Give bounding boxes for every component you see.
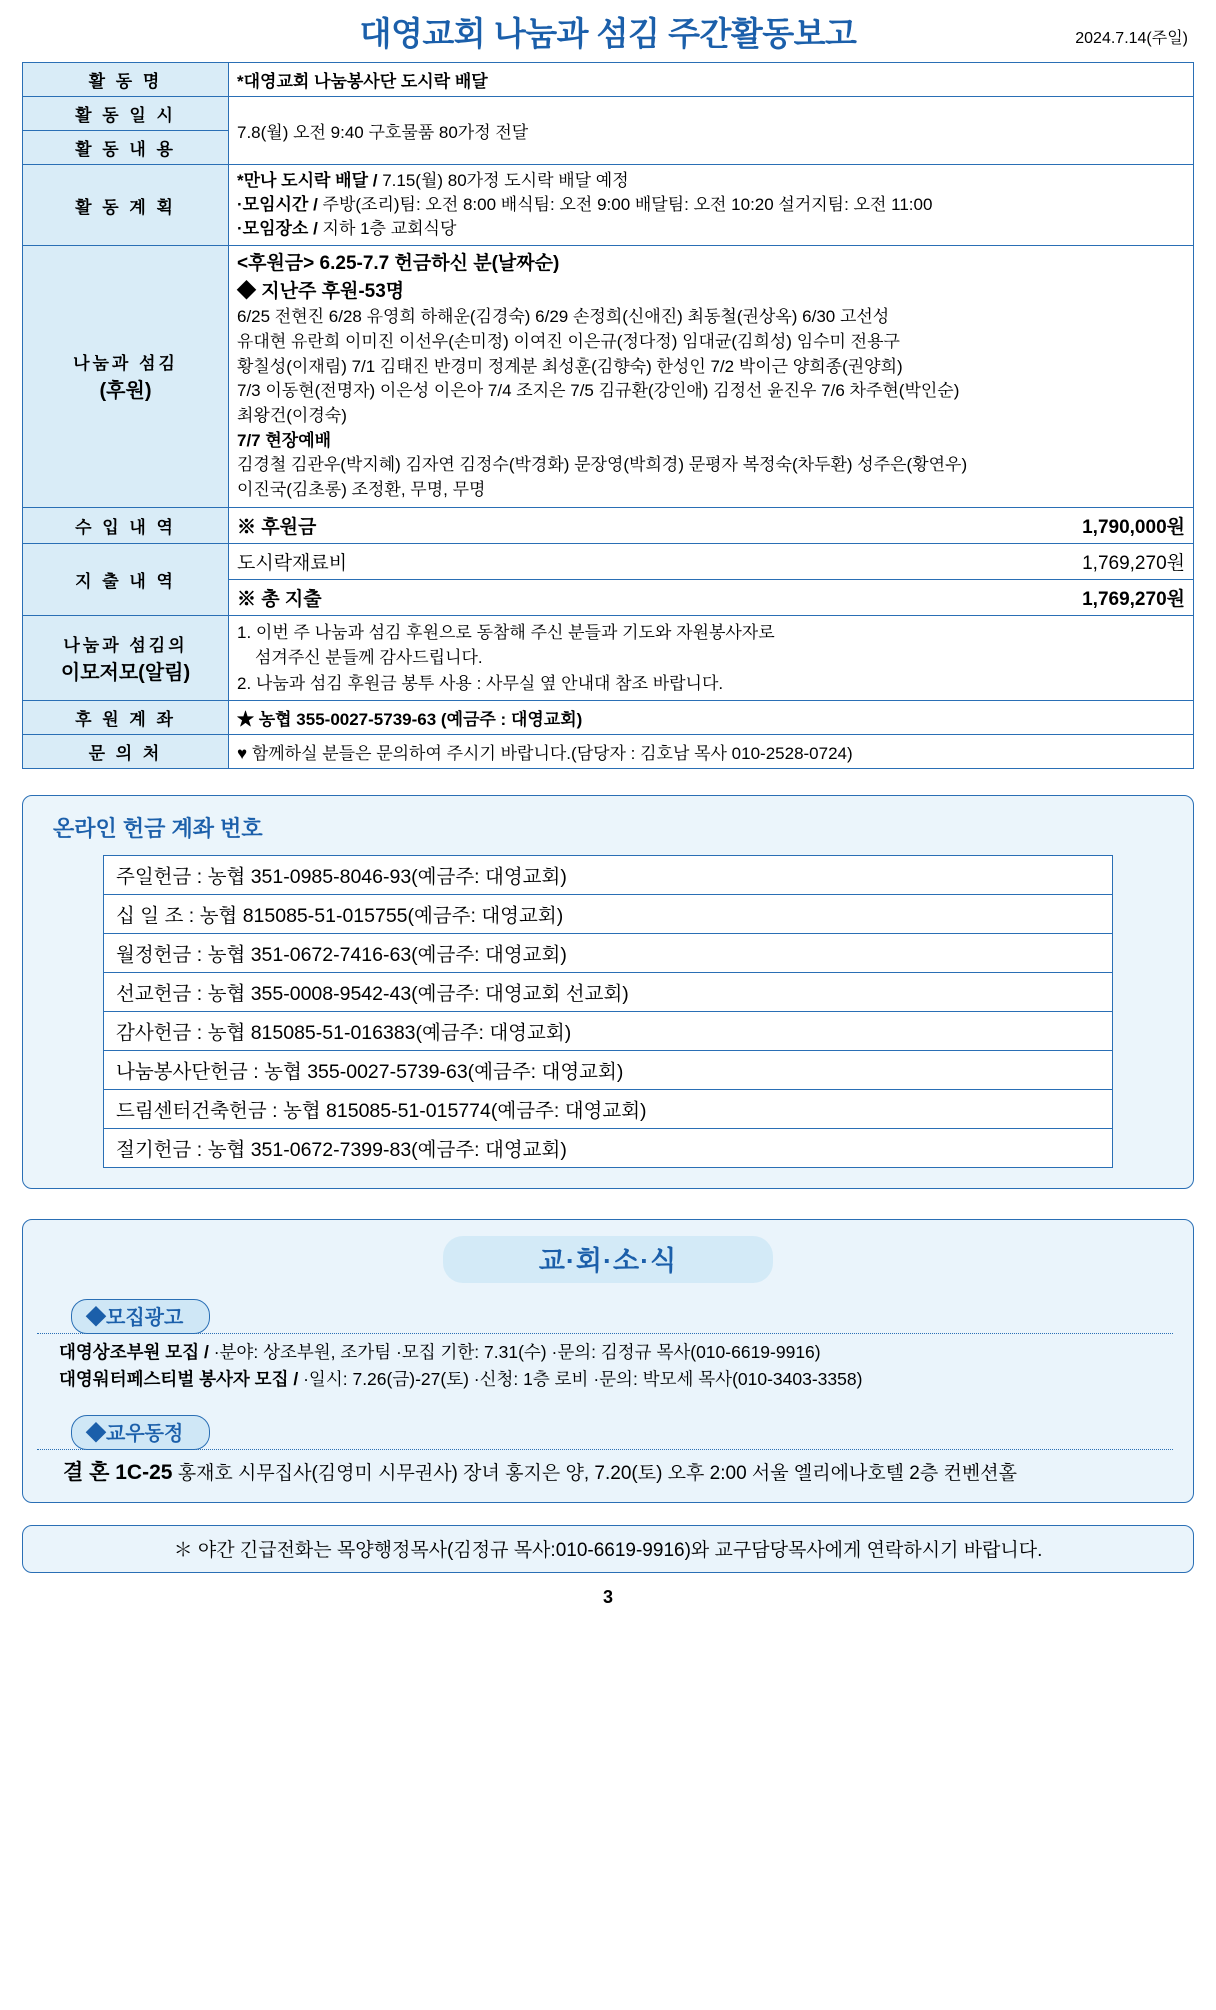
value-account: ★ 농협 355-0027-5739-63 (예금주 : 대영교회) — [229, 701, 1194, 735]
account-row-seasonal: 절기헌금 : 농협 351-0672-7399-83(예금주: 대영교회) — [104, 1129, 1113, 1168]
donor-line: 6/25 전현진 6/28 유영희 하해운(김경숙) 6/29 손정희(신애진) 최동철(권상옥) 6/30 고선성 — [237, 307, 890, 327]
page-header — [22, 0, 1194, 62]
page-title: 대영교회 나눔과 섬김 주간활동보고 — [359, 14, 857, 52]
donor-heading: <후원금> 6.25-7.7 헌금하신 분(날짜순) — [237, 253, 560, 275]
value-expense-total — [229, 579, 1194, 615]
table-row-activity-plan — [23, 165, 1194, 246]
marriage-announcement — [63, 1456, 1179, 1486]
value-income — [229, 507, 1194, 543]
table-row-memo — [23, 615, 1194, 701]
value-activity-plan — [229, 165, 1194, 246]
church-news-title: 교·회·소·식 — [443, 1236, 773, 1283]
table-row-activity-datetime — [23, 97, 1194, 131]
issue-date: 2024.7.14(주일) — [1075, 30, 1188, 47]
plan-line-1-bold: *만나 도시락 배달 / — [237, 171, 378, 190]
table-row — [104, 973, 1113, 1012]
emergency-contact-note: ＊ 야간 긴급전화는 목양행정목사(김정규 목사:010-6619-9916)와 교구담당목사에게 연락하시기 바랍니다. — [22, 1525, 1194, 1573]
label-memo — [23, 615, 229, 701]
value-memo — [229, 615, 1194, 701]
recruit-item — [59, 1367, 1179, 1392]
memo-line: 섬겨주신 분들께 감사드립니다. — [255, 648, 483, 668]
table-row — [104, 856, 1113, 895]
marriage-detail: 홍재호 시무집사(김영미 시무권사) 장녀 홍지은 양, 7.20(토) 오후 2:00 서울 엘리에나호텔 2층 컨벤션홀 — [177, 1462, 1017, 1484]
expense-total-amount: 1,769,270원 — [1082, 588, 1185, 610]
label-sharing-line1: 나눔과 섬김 — [73, 354, 178, 374]
donor-line: 김경철 김관우(박지혜) 김자연 김정수(박경화) 문장영(박희경) 문평자 복정숙(차두환) 성주은(황연우) — [237, 455, 968, 475]
church-news-section — [22, 1219, 1194, 1503]
income-label: ※ 후원금 — [237, 516, 317, 538]
plan-line-3-bold: ·모임장소 / — [237, 219, 318, 239]
table-row-contact — [23, 735, 1194, 769]
table-row-activity-name — [23, 63, 1194, 97]
donor-line: 이진국(김초롱) 조정환, 무명, 무명 — [237, 479, 486, 499]
table-row-expense — [23, 543, 1194, 579]
value-donor-list — [229, 246, 1194, 507]
table-row-sharing-donors — [23, 246, 1194, 507]
account-row-thanks: 감사헌금 : 농협 815085-51-016383(예금주: 대영교회) — [104, 1012, 1113, 1051]
value-activity-datetime: 7.8(월) 오전 9:40 구호물품 80가정 전달 — [229, 97, 1194, 165]
label-activity-datetime: 활 동 일 시 — [23, 97, 229, 131]
recruit-item-detail: ·일시: 7.26(금)-27(토) ·신청: 1층 로비 ·문의: 박모세 목사(010-3403-3358) — [303, 1369, 863, 1390]
label-account: 후 원 계 좌 — [23, 701, 229, 735]
account-row-monthly: 월정헌금 : 농협 351-0672-7416-63(예금주: 대영교회) — [104, 934, 1113, 973]
account-row-volunteer: 나눔봉사단헌금 : 농협 355-0027-5739-63(예금주: 대영교회) — [104, 1051, 1113, 1090]
label-memo-line1: 나눔과 섬김의 — [63, 635, 188, 655]
donor-line: 유대현 유란희 이미진 이선우(손미정) 이여진 이은규(정다정) 임대균(김희성) 임수미 전용구 — [237, 332, 900, 352]
label-sharing-line2: (후원) — [99, 380, 152, 403]
plan-line-1-rest: 7.15(월) 80가정 도시락 배달 예정 — [382, 171, 629, 190]
table-row — [104, 895, 1113, 934]
account-row-tithe: 십 일 조 : 농협 815085-51-015755(예금주: 대영교회) — [104, 895, 1113, 934]
plan-line-3-rest: 지하 1층 교회식당 — [322, 219, 457, 239]
donor-line: 황칠성(이재림) 7/1 김태진 반경미 정계분 최성훈(김향숙) 한성인 7/2 박이근 양희종(권양희) — [237, 356, 903, 376]
table-row — [104, 1129, 1113, 1168]
label-activity-plan: 활 동 계 획 — [23, 165, 229, 246]
label-activity-name: 활 동 명 — [23, 63, 229, 97]
label-expense: 지 출 내 역 — [23, 543, 229, 615]
account-row-dreamcenter: 드림센터건축헌금 : 농협 815085-51-015774(예금주: 대영교회) — [104, 1090, 1113, 1129]
donor-line: 7/3 이동현(전명자) 이은성 이은아 7/4 조지은 7/5 김규환(강인애) 김정선 윤진우 7/6 차주현(박인순) — [237, 381, 960, 401]
donor-line: 최왕건(이경숙) — [237, 406, 347, 426]
recruit-item — [59, 1340, 1179, 1365]
marriage-label: 결 혼 1C-25 — [63, 1460, 173, 1484]
recruit-item-title: 대영워터페스티벌 봉사자 모집 / — [59, 1369, 299, 1390]
plan-line-3 — [237, 217, 1185, 241]
plan-line-2-bold: ·모임시간 / — [237, 195, 318, 215]
plan-line-2 — [237, 193, 1185, 217]
table-row — [104, 934, 1113, 973]
table-row — [104, 1090, 1113, 1129]
expense-label: 도시락재료비 — [237, 552, 348, 574]
plan-line-1 — [237, 169, 1185, 193]
recruit-item-title: 대영상조부원 모집 / — [59, 1342, 209, 1363]
donor-line: 7/7 현장예배 — [237, 430, 332, 450]
donor-subheading: ◆ 지난주 후원-53명 — [237, 280, 405, 302]
memo-line: 2. 나눔과 섬김 후원금 봉투 사용 : 사무실 옆 안내대 참조 바랍니다. — [237, 673, 724, 693]
label-income: 수 입 내 역 — [23, 507, 229, 543]
weekly-activity-report-table — [22, 62, 1194, 769]
table-row-income — [23, 507, 1194, 543]
account-row-mission: 선교헌금 : 농협 355-0008-9542-43(예금주: 대영교회 선교회) — [104, 973, 1113, 1012]
online-offering-accounts-section — [22, 795, 1194, 1189]
expense-amount: 1,769,270원 — [1082, 552, 1185, 574]
plan-line-2-rest: 주방(조리)팀: 오전 8:00 배식팀: 오전 9:00 배달팀: 오전 10:20 설거지팀: 오전 11:00 — [322, 195, 933, 215]
page-number: 3 — [602, 1586, 613, 1607]
table-row-account — [23, 701, 1194, 735]
value-activity-name: *대영교회 나눔봉사단 도시락 배달 — [229, 63, 1194, 97]
label-sharing-donation — [23, 246, 229, 507]
value-expense — [229, 543, 1194, 579]
online-offering-title: 온라인 헌금 계좌 번호 — [53, 816, 263, 842]
label-memo-line2: 이모저모(알림) — [60, 661, 191, 684]
table-row — [104, 1012, 1113, 1051]
recruit-ads-tag: ◆모집광고 — [71, 1299, 210, 1334]
label-contact: 문 의 처 — [23, 735, 229, 769]
table-row — [104, 1051, 1113, 1090]
memo-line: 1. 이번 주 나눔과 섬김 후원으로 동참해 주신 분들과 기도와 자원봉사자로 — [237, 622, 775, 642]
member-news-tag: ◆교우동정 — [71, 1415, 210, 1450]
value-contact: ♥ 함께하실 분들은 문의하여 주시기 바랍니다.(담당자 : 김호남 목사 010-2528-0724) — [229, 735, 1194, 769]
online-accounts-table — [103, 855, 1113, 1168]
label-activity-content: 활 동 내 용 — [23, 131, 229, 165]
income-amount: 1,790,000원 — [1082, 516, 1185, 538]
account-row-sunday: 주일헌금 : 농협 351-0985-8046-93(예금주: 대영교회) — [104, 856, 1113, 895]
expense-total-label: ※ 총 지출 — [237, 588, 322, 610]
recruit-item-detail: ·분야: 상조부원, 조가팀 ·모집 기한: 7.31(수) ·문의: 김정규 목사(010-6619-9916) — [213, 1342, 821, 1363]
